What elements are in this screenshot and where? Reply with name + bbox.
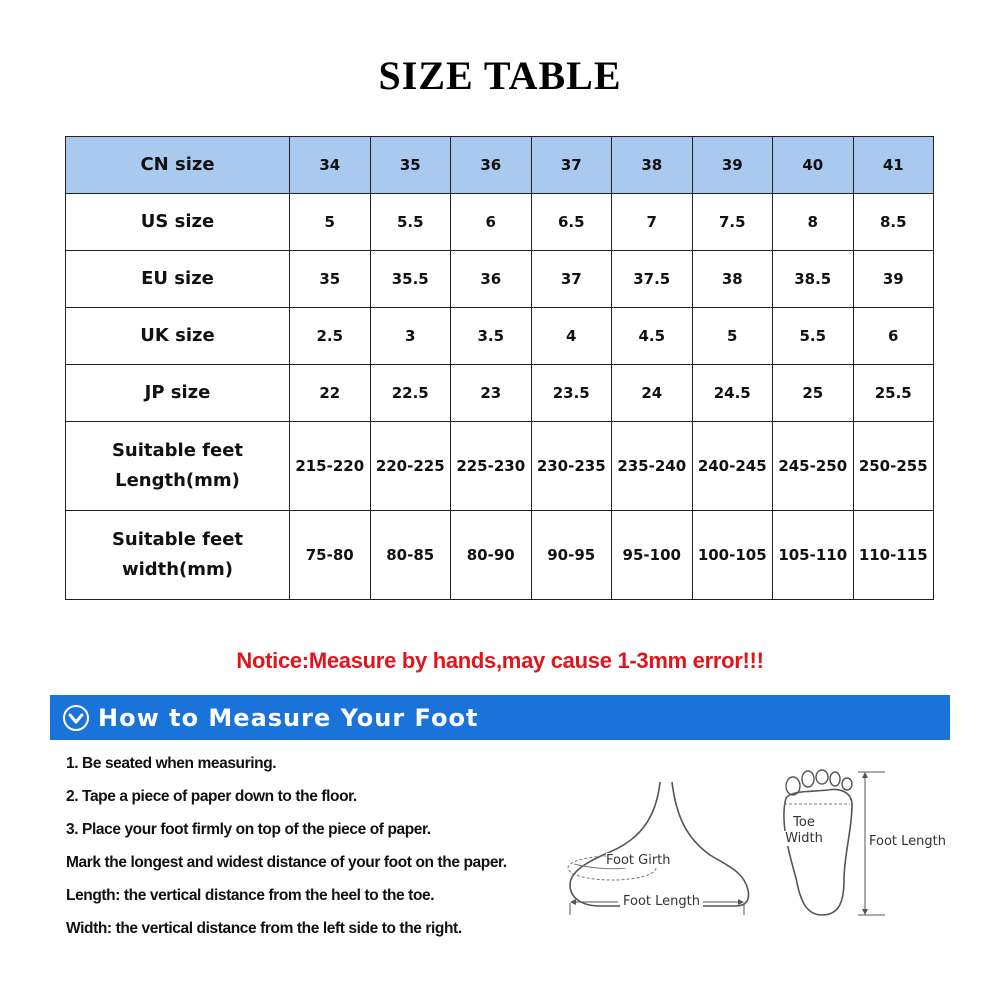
- size-table: [65, 136, 934, 600]
- top-foot-outline: [784, 790, 852, 915]
- us-size-label: US size: [66, 194, 290, 251]
- toe-shape: [830, 772, 840, 786]
- table-cell: 5: [692, 308, 773, 365]
- table-cell: 80-90: [451, 511, 532, 600]
- table-cell: 35.5: [370, 251, 451, 308]
- table-cell: 39: [692, 137, 773, 194]
- cn-size-label: CN size: [66, 137, 290, 194]
- feet-width-label: [66, 511, 290, 600]
- table-cell: 24.5: [692, 365, 773, 422]
- table-cell: 80-85: [370, 511, 451, 600]
- table-cell: 22: [290, 365, 371, 422]
- table-cell: 90-95: [531, 511, 612, 600]
- table-cell: 3: [370, 308, 451, 365]
- table-cell: 75-80: [290, 511, 371, 600]
- table-cell: 4.5: [612, 308, 693, 365]
- table-cell: 39: [853, 251, 934, 308]
- table-cell: 6: [451, 194, 532, 251]
- table-cell: 35: [370, 137, 451, 194]
- table-cell: 3.5: [451, 308, 532, 365]
- foot-length-top-label: Foot Length: [869, 834, 946, 849]
- table-cell: 245-250: [773, 422, 854, 511]
- table-cell: 37.5: [612, 251, 693, 308]
- table-cell: 215-220: [290, 422, 371, 511]
- table-cell: 6.5: [531, 194, 612, 251]
- foot-length-side-label: Foot Length: [620, 894, 703, 909]
- toe-shape: [802, 771, 814, 787]
- table-cell: 25.5: [853, 365, 934, 422]
- instruction-item: Width: the vertical distance from the left side to the right.: [66, 920, 462, 937]
- table-cell: 105-110: [773, 511, 854, 600]
- banner-title: How to Measure Your Foot: [98, 703, 479, 732]
- table-row: [66, 365, 934, 422]
- table-cell: 38: [612, 137, 693, 194]
- table-cell: 225-230: [451, 422, 532, 511]
- instruction-item: Mark the longest and widest distance of your foot on the paper.: [66, 854, 507, 871]
- table-row: [66, 511, 934, 600]
- table-cell: 37: [531, 251, 612, 308]
- table-cell: 8: [773, 194, 854, 251]
- toe-width-label-top: Toe: [790, 815, 818, 830]
- instructions-list: [66, 752, 566, 950]
- table-cell: 235-240: [612, 422, 693, 511]
- table-cell: 230-235: [531, 422, 612, 511]
- page-title: SIZE TABLE: [378, 53, 622, 98]
- toe-shape: [842, 778, 852, 790]
- table-cell: 7.5: [692, 194, 773, 251]
- eu-size-label: EU size: [66, 251, 290, 308]
- table-cell: 240-245: [692, 422, 773, 511]
- table-cell: 35: [290, 251, 371, 308]
- label-line: Length(mm): [115, 470, 240, 491]
- table-header-row: [66, 137, 934, 194]
- table-cell: 41: [853, 137, 934, 194]
- table-cell: 23: [451, 365, 532, 422]
- label-line: Suitable feet: [111, 440, 244, 461]
- table-cell: 38.5: [773, 251, 854, 308]
- chevron-down-circle-icon: [62, 704, 90, 732]
- instruction-item: 1. Be seated when measuring.: [66, 755, 277, 772]
- table-cell: 4: [531, 308, 612, 365]
- toe-width-label-bottom: Width: [785, 831, 823, 846]
- foot-girth-label: Foot Girth: [606, 853, 671, 868]
- table-cell: 110-115: [853, 511, 934, 600]
- table-row: [66, 308, 934, 365]
- side-foot-outline: [570, 782, 749, 906]
- table-cell: 22.5: [370, 365, 451, 422]
- table-row: [66, 422, 934, 511]
- table-cell: 5.5: [773, 308, 854, 365]
- table-cell: 2.5: [290, 308, 371, 365]
- table-cell: 95-100: [612, 511, 693, 600]
- table-cell: 6: [853, 308, 934, 365]
- label-line: Suitable feet: [111, 529, 244, 550]
- table-cell: 250-255: [853, 422, 934, 511]
- jp-size-label: JP size: [66, 365, 290, 422]
- toe-shape: [786, 777, 800, 795]
- table-cell: 220-225: [370, 422, 451, 511]
- instruction-item: 2. Tape a piece of paper down to the floor.: [66, 788, 357, 805]
- feet-length-label: [66, 422, 290, 511]
- instruction-item: 3. Place your foot firmly on top of the piece of paper.: [66, 821, 431, 838]
- table-cell: 38: [692, 251, 773, 308]
- table-cell: 5.5: [370, 194, 451, 251]
- table-cell: 5: [290, 194, 371, 251]
- table-cell: 8.5: [853, 194, 934, 251]
- table-cell: 7: [612, 194, 693, 251]
- notice-text: Notice:Measure by hands,may cause 1-3mm error!!!: [236, 648, 764, 673]
- uk-size-label: UK size: [66, 308, 290, 365]
- label-line: width(mm): [121, 559, 234, 580]
- foot-measure-diagram: [560, 760, 950, 930]
- table-row: [66, 251, 934, 308]
- table-cell: 100-105: [692, 511, 773, 600]
- measure-banner: [50, 695, 950, 740]
- table-cell: 36: [451, 137, 532, 194]
- table-cell: 36: [451, 251, 532, 308]
- table-cell: 40: [773, 137, 854, 194]
- instruction-item: Length: the vertical distance from the heel to the toe.: [66, 887, 435, 904]
- table-cell: 24: [612, 365, 693, 422]
- table-cell: 23.5: [531, 365, 612, 422]
- table-cell: 37: [531, 137, 612, 194]
- table-cell: 34: [290, 137, 371, 194]
- table-cell: 25: [773, 365, 854, 422]
- toe-shape: [816, 770, 828, 784]
- table-row: [66, 194, 934, 251]
